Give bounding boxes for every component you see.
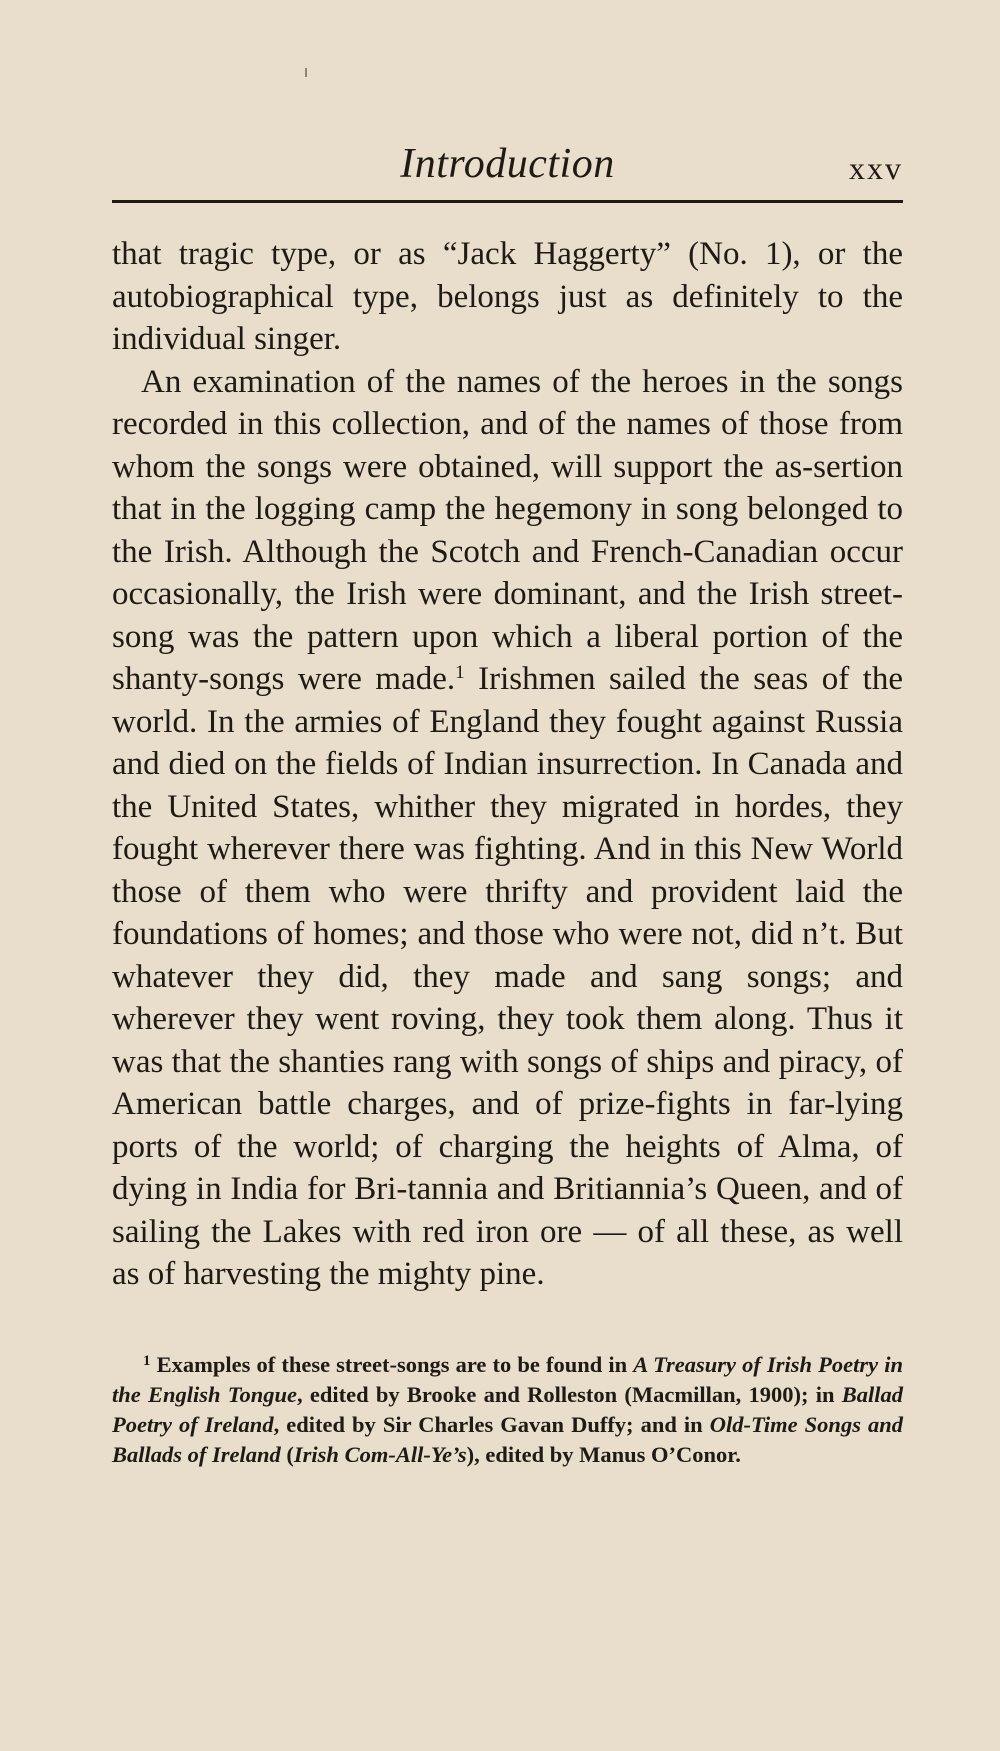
body-text xyxy=(112,233,903,1296)
footnote xyxy=(112,1350,903,1470)
footnote-text-2: , edited by Brooke and Rolleston (Macmillan, 1900); in xyxy=(296,1382,842,1407)
footnote-title-old-time-songs: Old-Time Songs and Ballads of Ireland xyxy=(112,1412,904,1467)
page-number: xxv xyxy=(849,150,903,186)
footnote-text-3: , edited by Sir Charles Gavan Duffy; and in xyxy=(273,1412,710,1437)
footnote-text-1: Examples of these street-songs are to be found in xyxy=(150,1352,634,1377)
print-speck xyxy=(305,68,307,77)
footnote-mark: 1 xyxy=(143,1353,151,1369)
paragraph-1: that tragic type, or as “Jack Haggerty” (No. 1), or the autobiographical type, belongs just as definitely to the individual singer. xyxy=(112,236,903,357)
footnote-text-4: ( xyxy=(280,1442,294,1467)
header-rule xyxy=(112,200,903,203)
paragraph-2-part-2: Irishmen sailed the seas of the world. In the armies of England they fought against Russia and died on the fields of Indian insurrection. In Canada and the United States, whither they migrated in hordes, they fought wherever there was fighting. And in this New World those of them who were thrifty and provident laid the foundations of homes; and those who were not, did n’t. But whatever they did, they made and sang songs; and wherever they went roving, they took them along. Thus it was that the shanties rang with songs of ships and piracy, of American battle charges, and of prize-fights in far-lying ports of the world; of charging the heights of Alma, of dying in India for Bri-tannia and Britiannia’s Queen, and of sailing the Lakes with red iron ore — of all these, as well as of harvesting the mighty pine. xyxy=(112,661,903,1292)
running-head xyxy=(112,140,903,192)
footnote-text-5: ), edited by Manus O’Conor. xyxy=(466,1442,741,1467)
footnote-title-treasury: A Treasury of Irish Poetry in the English Tongue xyxy=(112,1352,903,1407)
paragraph-2 xyxy=(112,361,903,1296)
footnote-title-ballad-poetry: Ballad Poetry of Ireland xyxy=(112,1382,903,1437)
running-head-title: Introduction xyxy=(400,141,615,187)
paragraph-2-part-1: An examination of the names of the heroes in the songs recorded in this collection, and of the names of those from whom the songs were obtained, will support the as-sertion that in the logging camp the hegemony in song belonged to the Irish. Although the Scotch and French-Canadian occur occasionally, the Irish were dominant, and the Irish street-song was the pattern upon which a liberal portion of the shanty-songs were made. xyxy=(112,363,903,697)
footnote-reference: 1 xyxy=(455,662,465,683)
footnote-title-com-all-yes: Irish Com-All-Ye’s xyxy=(293,1442,467,1467)
